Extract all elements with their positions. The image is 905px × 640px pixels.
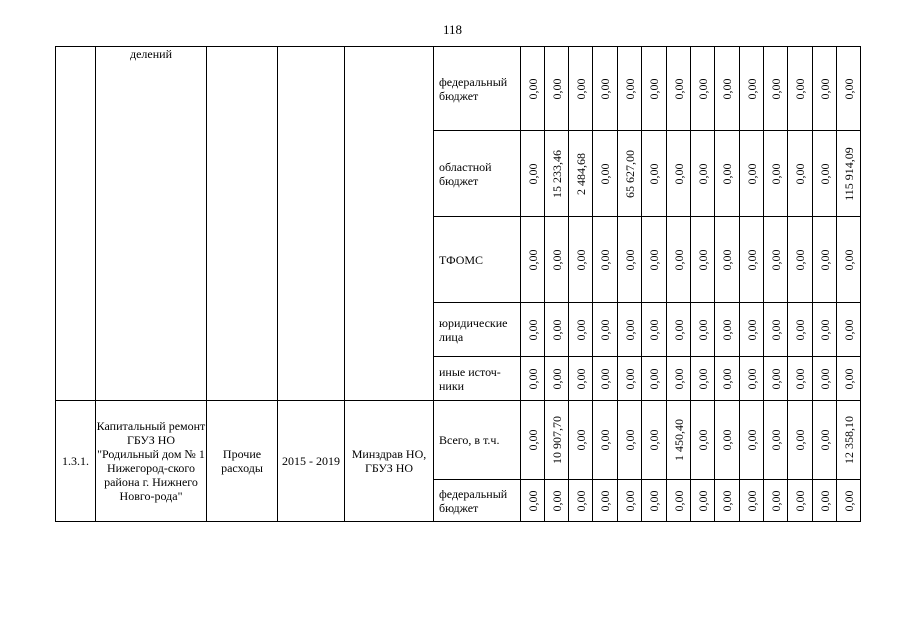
value-cell [691, 480, 715, 522]
funding-source-cell: ТФОМС [434, 217, 521, 303]
value-text: 0,00 [817, 490, 832, 511]
value-text: 0,00 [744, 429, 759, 451]
value-cell [618, 357, 642, 401]
value-cell [715, 131, 740, 217]
value-text: 0,00 [817, 429, 832, 451]
value-text: 0,00 [573, 249, 588, 270]
value-cell [788, 131, 813, 217]
value-text: 0,00 [695, 429, 710, 451]
value-text: 0,00 [622, 490, 637, 511]
value-text: 0,00 [695, 368, 710, 389]
value-text: 0,00 [817, 249, 832, 270]
value-text: 0,00 [768, 429, 783, 451]
value-text: 0,00 [817, 368, 832, 389]
value-text: 0,00 [598, 429, 612, 451]
value-text: 2 484,68 [573, 152, 588, 195]
value-cell [740, 131, 764, 217]
value-cell [715, 217, 740, 303]
value-cell [740, 480, 764, 522]
value-cell [667, 47, 691, 131]
value-text: 0,00 [622, 249, 637, 270]
value-cell [788, 217, 813, 303]
value-cell [715, 47, 740, 131]
value-cell [691, 401, 715, 480]
value-text: 0,00 [622, 319, 637, 340]
value-text: 0,00 [549, 319, 564, 340]
value-text: 0,00 [768, 368, 783, 389]
value-text: 0,00 [720, 368, 734, 389]
value-cell [593, 47, 618, 131]
value-cell [642, 303, 667, 357]
value-cell [569, 303, 593, 357]
value-cell [837, 47, 861, 131]
value-cell [545, 217, 569, 303]
value-text: 0,00 [647, 249, 661, 270]
value-text: 0,00 [744, 368, 759, 389]
value-cell [642, 357, 667, 401]
value-text: 0,00 [549, 78, 564, 99]
value-text: 0,00 [573, 429, 588, 451]
value-cell [569, 357, 593, 401]
value-text: 0,00 [768, 319, 783, 340]
value-text: 0,00 [744, 78, 759, 99]
expense-type-cell [207, 47, 278, 401]
value-text: 0,00 [720, 429, 734, 451]
value-text: 0,00 [744, 163, 759, 184]
value-text: 0,00 [525, 429, 540, 451]
funding-source-cell: областной бюджет [434, 131, 521, 217]
funding-source-cell: иные источ-ники [434, 357, 521, 401]
value-cell [593, 303, 618, 357]
value-cell [715, 303, 740, 357]
value-cell [593, 480, 618, 522]
value-text: 0,00 [573, 319, 588, 340]
value-cell [740, 357, 764, 401]
value-cell [715, 401, 740, 480]
value-text: 0,00 [671, 490, 686, 511]
value-cell [813, 47, 837, 131]
value-text: 0,00 [671, 368, 686, 389]
value-cell [837, 357, 861, 401]
value-cell [764, 357, 788, 401]
value-text: 0,00 [647, 429, 661, 451]
value-text: 10 907,70 [549, 416, 564, 464]
value-cell [642, 131, 667, 217]
value-cell [740, 401, 764, 480]
value-text: 0,00 [598, 368, 612, 389]
value-cell [618, 303, 642, 357]
value-cell [593, 357, 618, 401]
value-text: 0,00 [793, 78, 807, 99]
item-number-cell: 1.3.1. [56, 401, 96, 522]
value-cell [837, 303, 861, 357]
value-cell [715, 480, 740, 522]
funding-source-cell: юридические лица [434, 303, 521, 357]
value-cell [521, 401, 545, 480]
value-cell [788, 480, 813, 522]
value-text: 0,00 [720, 490, 734, 511]
value-text: 0,00 [525, 368, 540, 389]
value-cell [837, 217, 861, 303]
value-text: 0,00 [525, 163, 540, 184]
value-cell [740, 217, 764, 303]
executor-cell [345, 47, 434, 401]
value-text: 0,00 [793, 163, 807, 184]
value-cell [642, 47, 667, 131]
value-cell [593, 217, 618, 303]
value-cell [691, 217, 715, 303]
value-text: 0,00 [695, 249, 710, 270]
value-cell [764, 480, 788, 522]
value-text: 0,00 [841, 368, 856, 389]
value-cell [569, 131, 593, 217]
value-text: 0,00 [573, 490, 588, 511]
value-text: 0,00 [573, 78, 588, 99]
value-cell [667, 303, 691, 357]
value-cell [764, 303, 788, 357]
value-text: 0,00 [841, 319, 856, 340]
value-cell [545, 131, 569, 217]
value-text: 0,00 [817, 163, 832, 184]
value-cell [642, 217, 667, 303]
item-name-cell: Капитальный ремонт ГБУЗ НО "Родильный дом № 1 Нижегород-ского района г. Нижнего Новго-рода" [96, 401, 207, 522]
value-cell [788, 357, 813, 401]
value-text: 0,00 [817, 319, 832, 340]
value-text: 0,00 [647, 368, 661, 389]
value-text: 0,00 [549, 249, 564, 270]
value-text: 0,00 [768, 249, 783, 270]
value-text: 1 450,40 [671, 419, 686, 461]
value-text: 0,00 [647, 490, 661, 511]
value-cell [545, 303, 569, 357]
value-cell [813, 131, 837, 217]
value-text: 0,00 [598, 78, 612, 99]
value-text: 0,00 [744, 249, 759, 270]
value-text: 0,00 [793, 490, 807, 511]
value-text: 15 233,46 [549, 149, 564, 198]
value-cell [813, 401, 837, 480]
value-cell [813, 217, 837, 303]
value-cell [764, 401, 788, 480]
value-cell [788, 401, 813, 480]
value-cell [545, 357, 569, 401]
funding-source-cell: Всего, в т.ч. [434, 401, 521, 480]
value-text: 0,00 [647, 78, 661, 99]
value-text: 0,00 [598, 163, 612, 184]
value-text: 0,00 [720, 319, 734, 340]
value-text: 0,00 [671, 319, 686, 340]
value-cell [813, 303, 837, 357]
table-row [56, 47, 861, 131]
value-text: 0,00 [549, 368, 564, 389]
value-text: 0,00 [622, 368, 637, 389]
value-text: 115 914,09 [841, 146, 856, 201]
value-cell [569, 217, 593, 303]
value-cell [569, 401, 593, 480]
value-text: 0,00 [525, 490, 540, 511]
value-cell [667, 480, 691, 522]
page-number: 118 [442, 22, 463, 37]
value-text: 12 358,10 [841, 416, 856, 464]
value-text: 0,00 [525, 249, 540, 270]
value-cell [813, 480, 837, 522]
value-cell [521, 47, 545, 131]
value-text: 0,00 [549, 490, 564, 511]
value-text: 0,00 [598, 490, 612, 511]
value-text: 0,00 [671, 163, 686, 184]
value-text: 0,00 [525, 319, 540, 340]
value-text: 0,00 [695, 490, 710, 511]
value-text: 0,00 [793, 249, 807, 270]
value-text: 0,00 [744, 319, 759, 340]
value-cell [618, 217, 642, 303]
value-cell [667, 401, 691, 480]
value-cell [618, 480, 642, 522]
value-cell [569, 47, 593, 131]
value-text: 0,00 [720, 163, 734, 184]
value-cell [667, 357, 691, 401]
value-cell [545, 47, 569, 131]
value-text: 0,00 [622, 78, 637, 99]
value-cell [715, 357, 740, 401]
value-text: 65 627,00 [622, 149, 637, 198]
value-cell [740, 303, 764, 357]
value-cell [667, 131, 691, 217]
value-cell [764, 217, 788, 303]
value-cell [545, 480, 569, 522]
value-cell [837, 401, 861, 480]
value-cell [521, 480, 545, 522]
item-number-cell [56, 47, 96, 401]
item-name-cell: делений [96, 47, 207, 401]
value-text: 0,00 [573, 368, 588, 389]
value-cell [667, 217, 691, 303]
value-cell [691, 357, 715, 401]
value-text: 0,00 [598, 319, 612, 340]
value-cell [691, 131, 715, 217]
value-cell [618, 131, 642, 217]
value-text: 0,00 [793, 368, 807, 389]
value-cell [837, 480, 861, 522]
value-cell [764, 47, 788, 131]
value-cell [593, 131, 618, 217]
value-text: 0,00 [695, 163, 710, 184]
period-cell: 2015 - 2019 [278, 401, 345, 522]
value-cell [521, 357, 545, 401]
budget-table [55, 46, 861, 522]
value-text: 0,00 [695, 319, 710, 340]
table-row [56, 401, 861, 480]
value-text: 0,00 [768, 490, 783, 511]
period-cell [278, 47, 345, 401]
value-text: 0,00 [841, 78, 856, 99]
value-cell [569, 480, 593, 522]
value-cell [545, 401, 569, 480]
value-text: 0,00 [841, 249, 856, 270]
value-cell [788, 303, 813, 357]
value-text: 0,00 [647, 163, 661, 184]
value-cell [642, 401, 667, 480]
value-text: 0,00 [598, 249, 612, 270]
value-cell [837, 131, 861, 217]
value-cell [521, 217, 545, 303]
value-text: 0,00 [768, 78, 783, 99]
value-cell [593, 401, 618, 480]
value-text: 0,00 [671, 78, 686, 99]
value-text: 0,00 [695, 78, 710, 99]
value-text: 0,00 [841, 490, 856, 511]
value-cell [764, 131, 788, 217]
value-text: 0,00 [768, 163, 783, 184]
funding-source-cell: федеральный бюджет [434, 47, 521, 131]
value-text: 0,00 [744, 490, 759, 511]
value-cell [740, 47, 764, 131]
value-text: 0,00 [622, 429, 637, 451]
value-text: 0,00 [793, 319, 807, 340]
value-cell [618, 47, 642, 131]
value-text: 0,00 [671, 249, 686, 270]
value-cell [788, 47, 813, 131]
value-text: 0,00 [647, 319, 661, 340]
value-cell [521, 131, 545, 217]
value-cell [691, 47, 715, 131]
value-cell [813, 357, 837, 401]
value-text: 0,00 [793, 429, 807, 451]
value-text: 0,00 [525, 78, 540, 99]
value-cell [618, 401, 642, 480]
value-text: 0,00 [817, 78, 832, 99]
funding-source-cell: федеральный бюджет [434, 480, 521, 522]
value-cell [521, 303, 545, 357]
value-cell [642, 480, 667, 522]
value-cell [691, 303, 715, 357]
value-text: 0,00 [720, 249, 734, 270]
expense-type-cell: Прочие расходы [207, 401, 278, 522]
executor-cell: Минздрав НО, ГБУЗ НО [345, 401, 434, 522]
value-text: 0,00 [720, 78, 734, 99]
